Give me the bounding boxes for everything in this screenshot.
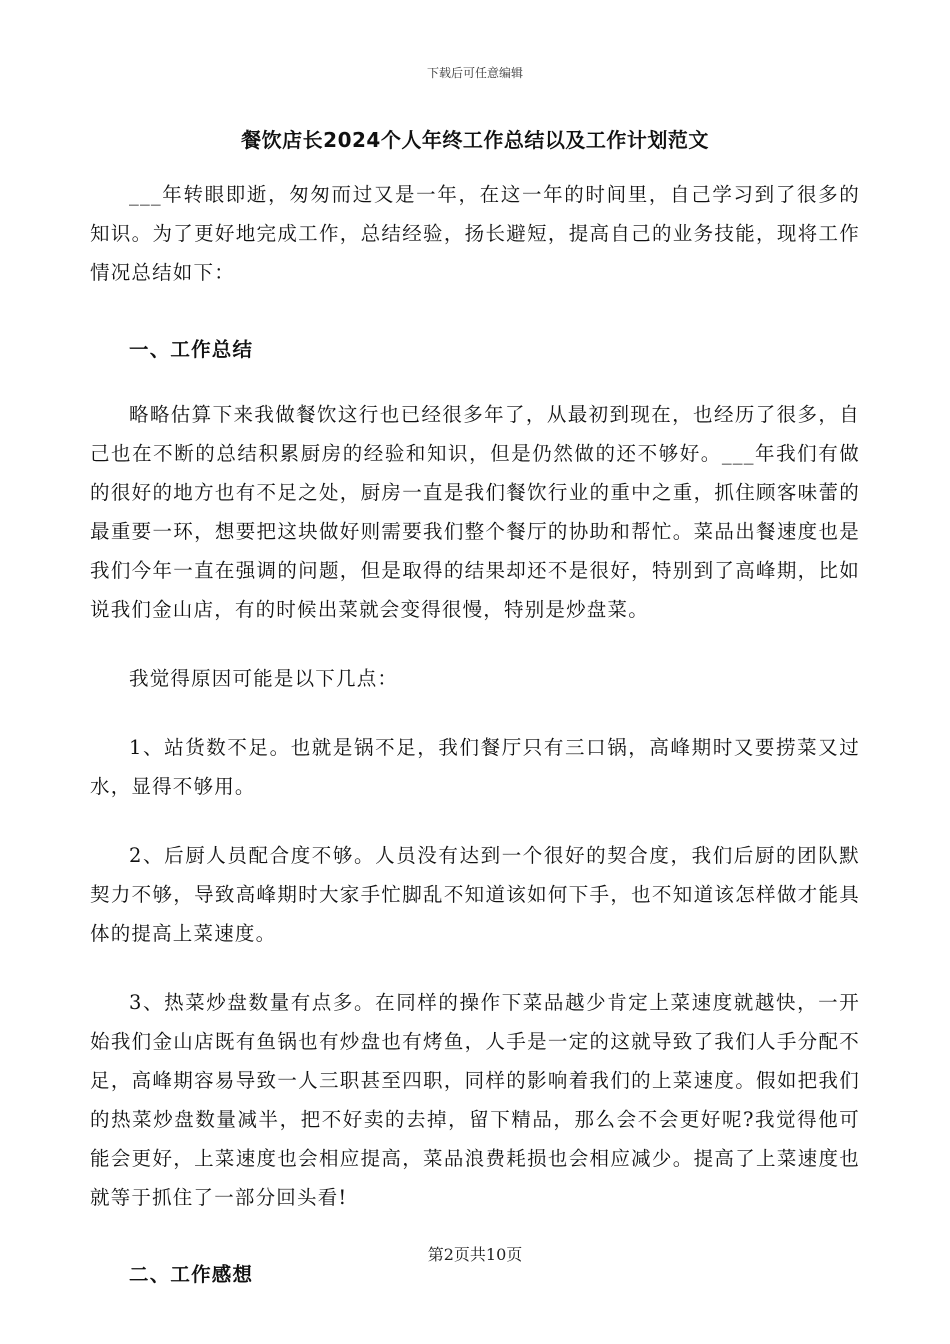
reasons-intro-paragraph: 我觉得原因可能是以下几点： [129, 667, 399, 690]
reason-point-1: 1、站货数不足。也就是锅不足，我们餐厅只有三口锅，高峰期时又要捞菜又过水，显得不够用。 [90, 736, 860, 798]
document-body [90, 175, 860, 1320]
document-title: 餐饮店长2024个人年终工作总结以及工作计划范文 [241, 128, 709, 152]
intro-paragraph: ___年转眼即逝，匆匆而过又是一年，在这一年的时间里，自己学习到了很多的知识。为了更好地完成工作，总结经验，扬长避短，提高自己的业务技能，现将工作情况总结如下： [90, 183, 860, 284]
section-heading-work-summary: 一、工作总结 [129, 338, 254, 361]
reason-point-2: 2、后厨人员配合度不够。人员没有达到一个很好的契合度，我们后厨的团队默契力不够，导致高峰期时大家手忙脚乱不知道该如何下手，也不知道该怎样做才能具体的提高上菜速度。 [90, 844, 860, 945]
section-heading-work-reflections: 二、工作感想 [129, 1263, 254, 1286]
reason-point-3: 3、热菜炒盘数量有点多。在同样的操作下菜品越少肯定上菜速度就越快，一开始我们金山店既有鱼锅也有炒盘也有烤鱼，人手是一定的这就导致了我们人手分配不足，高峰期容易导致一人三职甚至四职，同样的影响着我们的上菜速度。假如把我们的热菜炒盘数量减半，把不好卖的去掉，留下精品，那么会不会更好呢?我觉得他可能会更好，上菜速度也会相应提高，菜品浪费耗损也会相应减少。提高了上菜速度也就等于抓住了一部分回头看! [90, 991, 860, 1209]
header-note: 下载后可任意编辑 [426, 66, 523, 80]
page-number: 第2页共10页 [427, 1245, 523, 1264]
work-summary-paragraph: 略略估算下来我做餐饮这行也已经很多年了，从最初到现在，也经历了很多，自己也在不断的总结积累厨房的经验和知识，但是仍然做的还不够好。___年我们有做的很好的地方也有不足之处，厨房一直是我们餐饮行业的重中之重，抓住顾客味蕾的最重要一环，想要把这块做好则需要我们整个餐厅的协助和帮忙。菜品出餐速度也是我们今年一直在强调的问题，但是取得的结果却还不是很好，特别到了高峰期，比如说我们金山店，有的时候出菜就会变得很慢，特别是炒盘菜。 [90, 403, 860, 621]
